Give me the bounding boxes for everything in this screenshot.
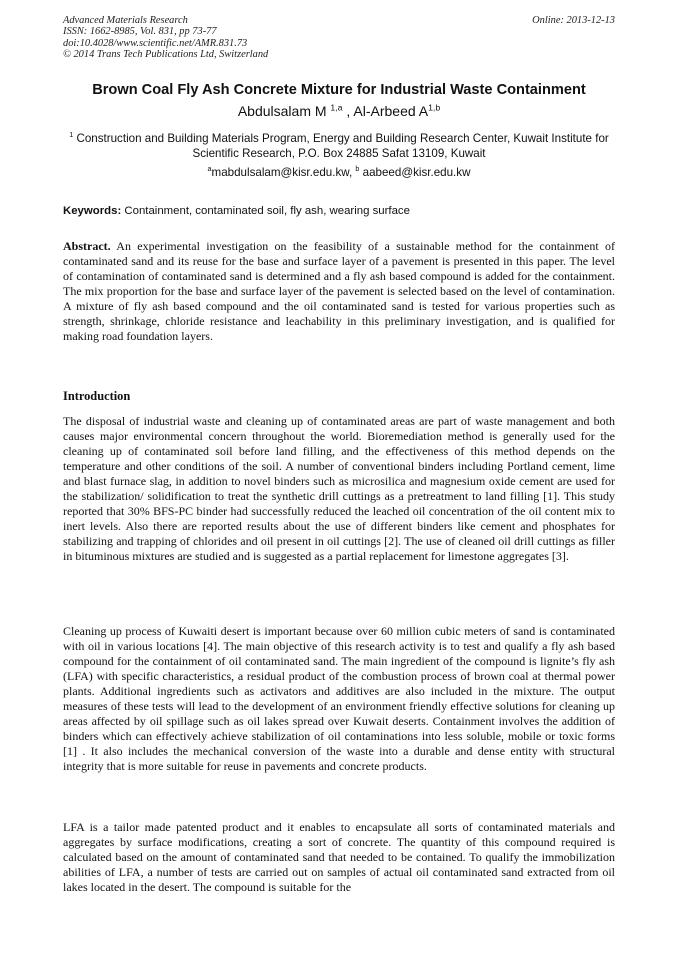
journal-header: [63, 15, 615, 60]
email-line: [63, 166, 615, 179]
keywords: [63, 205, 615, 217]
affiliation-marker: 1: [69, 130, 74, 140]
author-2-name: Al-Arbeed A: [353, 103, 429, 119]
keywords-text: Containment, contaminated soil, fly ash, wearing surface: [121, 205, 410, 217]
affiliation: [63, 131, 615, 161]
author-1-name: Abdulsalam M: [237, 103, 331, 119]
email-a-marker: a: [207, 164, 212, 174]
online-date: Online: 2013-12-13: [532, 15, 615, 26]
issn-line: ISSN: 1662-8985, Vol. 831, pp 73-77: [63, 26, 217, 38]
intro-paragraph-2: Cleaning up process of Kuwaiti desert is important because over 60 million cubic meters of sand is contaminated with oil in various locations [4]. The main objective of this research activity is to test and qualify a fly ash based compound for the containment of oil contaminated sand. The main ingredient of the compound is lignite’s fly ash (LFA) with specific characteristics, a residual product of the combustion process of brown coal at thermal power plants. Additional ingredients such as activators and additives are also included in the mixture. The output measures of these tests will lead to the development of an environment friendly effective solutions for cleaning up areas affected by oil spillage such as oil lakes spread over Kuwait deserts. Containment involves the addition of binders which can effectively achieve stabilization of oil contaminations into less soluble, mobile or toxic forms [1] . It also includes the mechanical conversion of the waste into a durable and dense entity with structural integrity that is more suitable for reuse in pavements and concrete products.: [63, 624, 615, 774]
intro-paragraph-3: LFA is a tailor made patented product and it enables to encapsulate all sorts of contaminated materials and aggregates by surface modifications, creating a sort of concrete. The quantity of this compound required is calculated based on the amount of contaminated sand that needed to be contained. To qualify the immobilization abilities of LFA, a number of tests are carried out on samples of actual oil contaminated sand extracted from oil lakes located in the desert. The compound is suitable for the: [63, 820, 615, 895]
keywords-label: Keywords:: [63, 205, 122, 217]
paper-title: Brown Coal Fly Ash Concrete Mixture for Industrial Waste Containment: [92, 82, 586, 98]
doi-line: doi:10.4028/www.scientific.net/AMR.831.73: [63, 37, 248, 49]
affiliation-text: Construction and Building Materials Program, Energy and Building Research Center, Kuwait Institute for Scientific Research, P.O. Box 24885 Safat 13109, Kuwait: [73, 132, 609, 160]
author-separator: ,: [342, 103, 354, 119]
section-heading-introduction: Introduction: [63, 389, 131, 403]
email-b[interactable]: aabeed@kisr.edu.kw: [359, 166, 471, 179]
intro-paragraph-1: The disposal of industrial waste and cleaning up of contaminated areas are part of waste management and both causes major environmental concern throughout the world. Bioremediation method is generally used for the cleaning up of contaminated soil before land filling, and the effectiveness of this method depends on the temperature and other conditions of the soil. A number of conventional binders including Portland cement, lime and blast furnace slag, in addition to novel binders such as microsilica and magnesium oxide cement are used for the stabilization/ solidification to treat the synthetic drill cuttings as a pretreatment to land filling [1]. This study reported that 30% BFS-PC binder had successfully reduced the leached oil concentration of the oil content mix to inert levels. Also there are reported results about the use of different binders like cement and phosphates for stabilizing and trapping of chlorides and oil present in oil cuttings [2]. The use of cleaned oil drill cuttings as filler in bituminous mixtures are studied and is suggested as a partial replacement for limestone aggregates [3].: [63, 414, 615, 564]
author-list: [40, 103, 638, 119]
abstract-label: Abstract.: [63, 239, 111, 253]
author-1-affil: 1,a: [330, 102, 343, 113]
copyright-line: © 2014 Trans Tech Publications Ltd, Switzerland: [63, 48, 269, 60]
abstract: [63, 239, 615, 344]
email-b-marker: b: [355, 164, 360, 174]
abstract-text: An experimental investigation on the feasibility of a sustainable method for the containment of contaminated sand and its reuse for the base and surface layer of a pavement is presented in this paper. The level of contamination of contaminated sand is determined and a fly ash based compound is added for the containment. The mix proportion for the base and surface layer of the pavement is selected based on the level of contamination. A mixture of fly ash based compound and the oil contaminated sand is tested for various properties such as strength, shrinkage, chloride resistance and leachability in this preliminary investigation, and is qualified for making road foundation layers.: [63, 239, 615, 344]
email-a[interactable]: mabdulsalam@kisr.edu.kw,: [211, 166, 356, 179]
author-2-affil: 1,b: [428, 102, 441, 113]
journal-name: Advanced Materials Research: [63, 15, 188, 26]
